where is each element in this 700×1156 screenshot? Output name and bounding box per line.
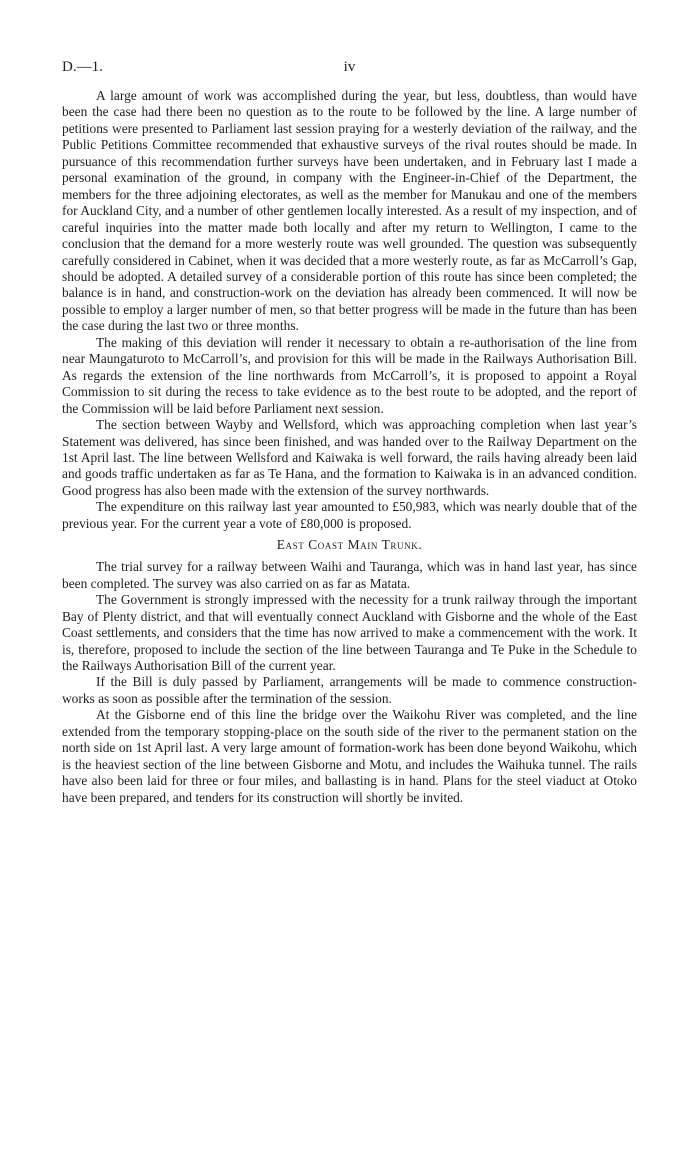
paragraph-reauthorisation: The making of this deviation will render it necessary to obtain a re-authorisation of the line from near Maungaturoto to McCarroll’s, and provision for this will be made in the Railways Authorisation Bill. As regards the extension of the line northwards from McCarroll’s, it is proposed to appoint a Royal Commission to sit during the recess to take evidence as to the best route to be adopted, and the report of the Commission will be laid before Parliament next session. bbox=[62, 334, 637, 416]
paragraph-wayby-wellsford: The section between Wayby and Wellsford, which was approaching completion when last year’s Statement was delivered, has since been finished, and was handed over to the Railway Department on the 1st April last. The line between Wellsford and Kaiwaka is well forward, the rails having already been laid and goods traffic undertaken as far as Te Hana, and the formation to Kaiwaka is in an advanced condition. Good progress has also been made with the extension of the survey northwards. bbox=[62, 417, 637, 498]
paragraph-expenditure: The expenditure on this railway last year amounted to £50,983, which was nearly double that of the previous year. For the current year a vote of £80,000 is proposed. bbox=[62, 499, 637, 531]
paragraph-bill: If the Bill is duly passed by Parliament, arrangements will be made to commence construction-works as soon as possible after the termination of the session. bbox=[62, 674, 637, 706]
paragraph-route-deviation: A large amount of work was accomplished during the year, but less, doubtless, than would have been the case had there been no question as to the route to be followed by the line. A large number of petitions were presented to Parliament last session praying for a westerly deviation of the railway, and the Public Petitions Committee recommended that exhaustive surveys of the rival routes should be made. In pursuance of this recommendation further surveys have been undertaken, and in February last I made a personal examination of the ground, in company with the Engineer-in-Chief of the Department, the members for the three adjoining electorates, as well as the member for Manukau and one of the members for Auckland City, and a number of other gentlemen locally interested. As a result of my inspection, and of careful inquiries into the matter made both locally and after my return to Wellington, I came to the conclusion that the demand for a more westerly route was well grounded. The question was subsequently carefully considered in Cabinet, when it was decided that a more westerly route, as far as McCarroll’s Gap, should be adopted. A detailed survey of a considerable portion of this route has since been completed; the balance is in hand, and construction-work on the deviation has already been commenced. It will now be possible to employ a larger number of men, so that better progress will be made in the future than has been the case during the last two or three months. bbox=[62, 88, 637, 334]
page-header bbox=[62, 57, 637, 77]
section-heading: East Coast Main Trunk. bbox=[276, 537, 423, 553]
paper-reference: D.—1. bbox=[62, 59, 103, 75]
paragraph-bay-of-plenty: The Government is strongly impressed with the necessity for a trunk railway through the important Bay of Plenty district, and that will eventually connect Auckland with Gisborne and the whole of the East Coast settlements, and considers that the time has now arrived to make a commencement with the work. It is, therefore, proposed to include the section of the line between Tauranga and Te Puke in the Schedule to the Railways Authorisation Bill of the current year. bbox=[62, 592, 637, 673]
page-number: iv bbox=[343, 59, 356, 75]
paragraph-trial-survey: The trial survey for a railway between Waihi and Tauranga, which was in hand last year, has since been completed. The survey was also carried on as far as Matata. bbox=[62, 559, 637, 591]
document-body bbox=[62, 88, 637, 806]
paragraph-gisborne-end: At the Gisborne end of this line the bridge over the Waikohu River was completed, and the line extended from the temporary stopping-place on the south side of the river to the permanent station on the north side on 1st April last. A very large amount of formation-work has been done beyond Waikohu, which is the heaviest section of the line between Gisborne and Motu, and includes the Waihuka tunnel. The rails have also been laid for three or four miles, and ballasting is in hand. Plans for the steel viaduct at Otoko have been prepared, and tenders for its construction will shortly be invited. bbox=[62, 707, 637, 805]
